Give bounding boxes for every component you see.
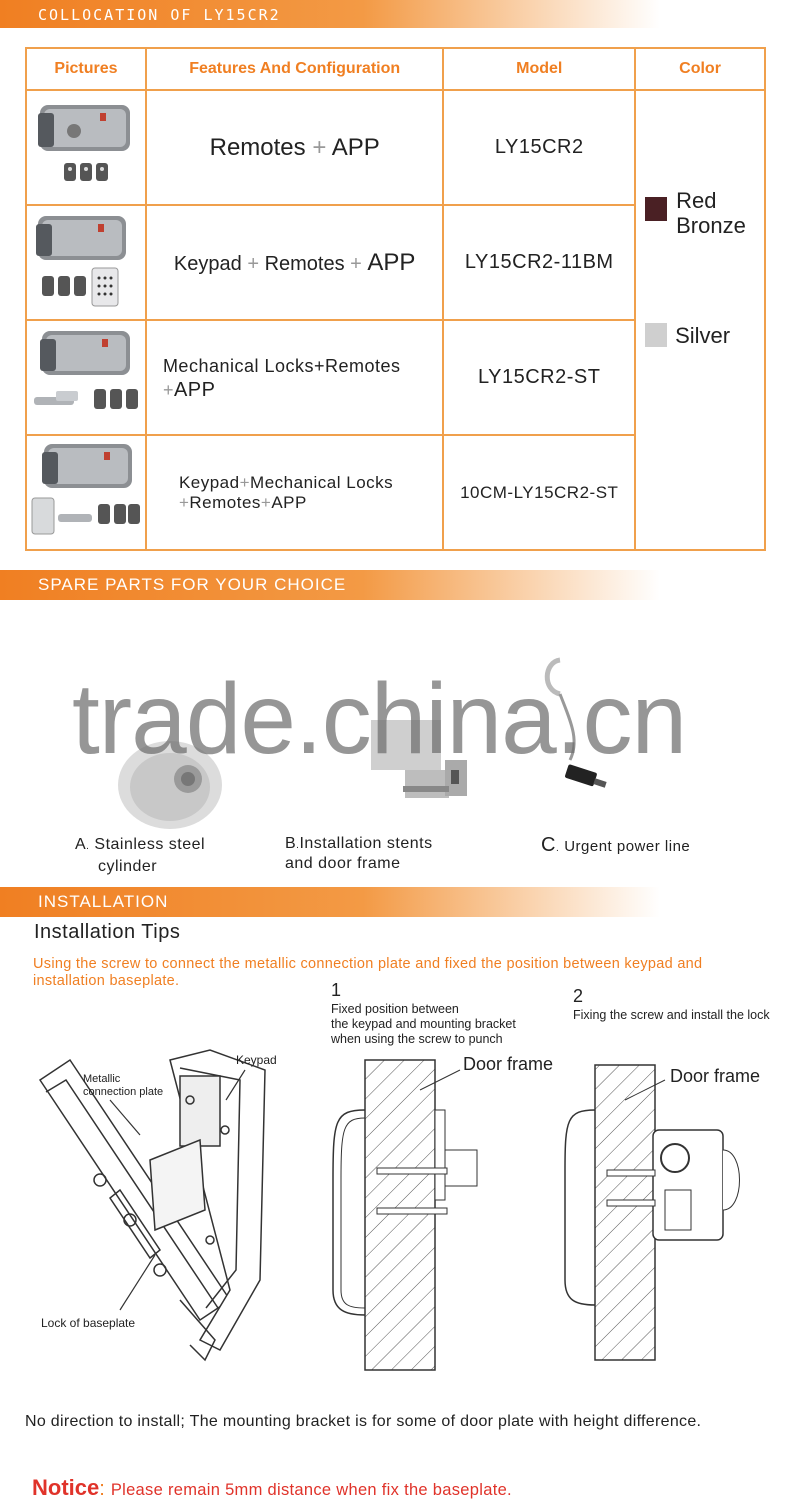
model-cell: LY15CR2-11BM [443,205,635,320]
header-color: Color [635,48,765,90]
step-2-number: 2 [573,986,584,1006]
product-picture [26,90,146,205]
label-keypad: Keypad [236,1053,277,1067]
table-row [26,90,765,205]
installation-instruction: Using the screw to connect the metallic connection plate and fixed the position between keypad and installation baseplate. [33,956,703,989]
label-metallic-connection-plate: Metallic connection plate [83,1073,164,1098]
color-cell [635,90,765,550]
color-name-silver: Silver [675,323,731,348]
model-cell: 10CM-LY15CR2-ST [443,435,635,550]
header-model: Model [443,48,635,90]
notice-line: Notice: Please remain 5mm distance when fix the baseplate. [32,1475,512,1500]
feature-cell: Remotes + APP [146,90,443,205]
lock-mechanical-remotes-image [28,321,144,429]
step-1-door-frame-diagram [325,1040,535,1380]
step-2-text: Fixing the screw and install the lock [573,1008,770,1022]
part-b-caption-line2: and door frame [285,855,401,872]
configuration-table [25,47,766,551]
model-cell: LY15CR2-ST [443,320,635,435]
step-1-number: 1 [331,980,342,1000]
installation-tips-title: Installation Tips [34,921,181,943]
header-features: Features And Configuration [146,48,443,90]
header-pictures: Pictures [26,48,146,90]
table-header-row [26,48,765,90]
watermark: trade.china.cn [72,663,687,775]
lock-full-kit-image [28,436,144,544]
feature-cell: Keypad+Mechanical Locks +Remotes+APP [146,435,443,550]
color-name-red-bronze: Red Bronze [676,188,746,238]
feature-cell: Mechanical Locks+Remotes +APP [146,320,443,435]
label-lock-of-baseplate: Lock of baseplate [41,1316,136,1330]
color-swatch-silver [645,323,667,347]
model-cell: LY15CR2 [443,90,635,205]
product-picture [26,435,146,550]
part-b-caption: B.Installation stents [285,835,433,852]
section-banner-spare-parts: SPARE PARTS FOR YOUR CHOICE [0,570,660,600]
color-swatch-red-bronze [645,197,667,221]
part-a-caption: A. Stainless steel [75,836,206,853]
step-1-text: Fixed position between the keypad and mounting bracket when using the screw to punch [331,1002,516,1046]
lock-with-remotes-image [28,91,144,199]
section-banner-installation: INSTALLATION [0,887,660,917]
part-c-caption: C. Urgent power line [541,834,691,856]
lock-keypad-remotes-image [28,206,144,314]
product-picture [26,205,146,320]
part-a-caption-line2: cylinder [98,858,158,875]
product-picture [26,320,146,435]
installation-note: No direction to install; The mounting bracket is for some of door plate with height difference. [25,1413,702,1430]
section-banner-collocation: COLLOCATION OF LY15CR2 [0,0,660,28]
label-door-frame-2: Door frame [670,1066,761,1086]
step-2-door-frame-diagram [555,1050,770,1370]
feature-cell: Keypad + Remotes + APP [146,205,443,320]
label-door-frame-1: Door frame [463,1054,554,1074]
